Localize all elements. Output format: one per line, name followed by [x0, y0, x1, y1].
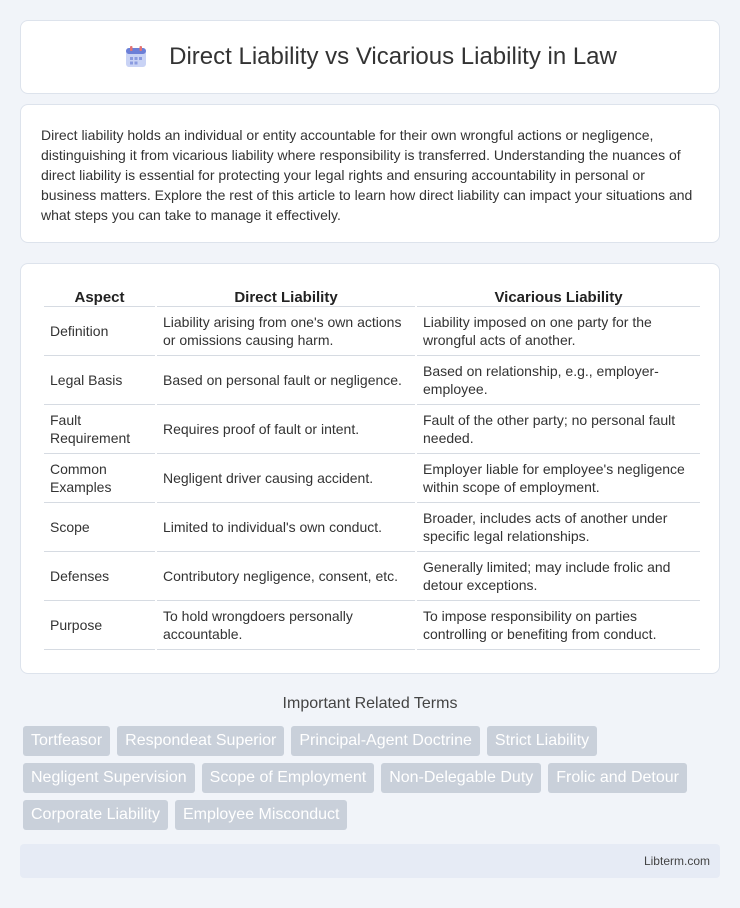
vicarious-cell: Liability imposed on one party for the wrongful acts of another. — [417, 307, 700, 356]
aspect-cell: Fault Requirement — [44, 405, 155, 454]
tag-row — [23, 800, 723, 830]
intro-card — [20, 104, 720, 243]
title-card — [20, 20, 720, 94]
calendar-icon — [123, 44, 149, 70]
direct-cell: Requires proof of fault or intent. — [157, 405, 415, 454]
page-title: Direct Liability vs Vicarious Liability in Law — [169, 43, 617, 70]
vicarious-cell: Based on relationship, e.g., employer-employee. — [417, 356, 700, 405]
comparison-table — [42, 284, 702, 650]
header-aspect: Aspect — [44, 284, 155, 307]
tag-frolic-and-detour[interactable]: Frolic and Detour — [548, 763, 687, 793]
table-row — [44, 601, 700, 650]
tag-non-delegable-duty[interactable]: Non-Delegable Duty — [381, 763, 541, 793]
related-terms-heading: Important Related Terms — [282, 695, 458, 712]
tag-tortfeasor[interactable]: Tortfeasor — [23, 726, 110, 756]
tag-corporate-liability[interactable]: Corporate Liability — [23, 800, 168, 830]
direct-cell: Liability arising from one's own actions or omissions causing harm. — [157, 307, 415, 356]
vicarious-cell: Generally limited; may include frolic and detour exceptions. — [417, 552, 700, 601]
aspect-cell: Legal Basis — [44, 356, 155, 405]
tag-principal-agent-doctrine[interactable]: Principal-Agent Doctrine — [291, 726, 480, 756]
tag-respondeat-superior[interactable]: Respondeat Superior — [117, 726, 284, 756]
tag-row — [23, 726, 723, 756]
table-row — [44, 307, 700, 356]
table-row — [44, 503, 700, 552]
header-vicarious-liability: Vicarious Liability — [417, 284, 700, 307]
vicarious-cell: Fault of the other party; no personal fault needed. — [417, 405, 700, 454]
aspect-cell: Defenses — [44, 552, 155, 601]
table-row — [44, 356, 700, 405]
tag-employee-misconduct[interactable]: Employee Misconduct — [175, 800, 348, 830]
comparison-table-card — [20, 263, 720, 674]
table-header-row — [44, 284, 700, 307]
footer — [20, 844, 720, 878]
tag-row — [23, 763, 723, 793]
intro-paragraph: Direct liability holds an individual or entity accountable for their own wrongful actions or negligence, distinguishing it from vicarious liability where responsibility is transferred. Understanding the nuances of direct liability is essential for protecting your legal rights and ensuring accountability in personal or business matters. Explore the rest of this article to learn how direct liability can impact your situations and what steps you can take to manage it effectively. — [41, 127, 693, 223]
aspect-cell: Purpose — [44, 601, 155, 650]
aspect-cell: Common Examples — [44, 454, 155, 503]
direct-cell: Negligent driver causing accident. — [157, 454, 415, 503]
vicarious-cell: To impose responsibility on parties controlling or benefiting from conduct. — [417, 601, 700, 650]
table-row — [44, 454, 700, 503]
tag-negligent-supervision[interactable]: Negligent Supervision — [23, 763, 195, 793]
related-terms-list — [23, 726, 723, 837]
table-row — [44, 552, 700, 601]
aspect-cell: Scope — [44, 503, 155, 552]
direct-cell: To hold wrongdoers personally accountable. — [157, 601, 415, 650]
tag-scope-of-employment[interactable]: Scope of Employment — [202, 763, 375, 793]
footer-site-name[interactable]: Libterm.com — [643, 854, 710, 868]
direct-cell: Limited to individual's own conduct. — [157, 503, 415, 552]
vicarious-cell: Broader, includes acts of another under specific legal relationships. — [417, 503, 700, 552]
direct-cell: Based on personal fault or negligence. — [157, 356, 415, 405]
tag-strict-liability[interactable]: Strict Liability — [487, 726, 597, 756]
table-row — [44, 405, 700, 454]
direct-cell: Contributory negligence, consent, etc. — [157, 552, 415, 601]
header-direct-liability: Direct Liability — [157, 284, 415, 307]
aspect-cell: Definition — [44, 307, 155, 356]
vicarious-cell: Employer liable for employee's negligence within scope of employment. — [417, 454, 700, 503]
